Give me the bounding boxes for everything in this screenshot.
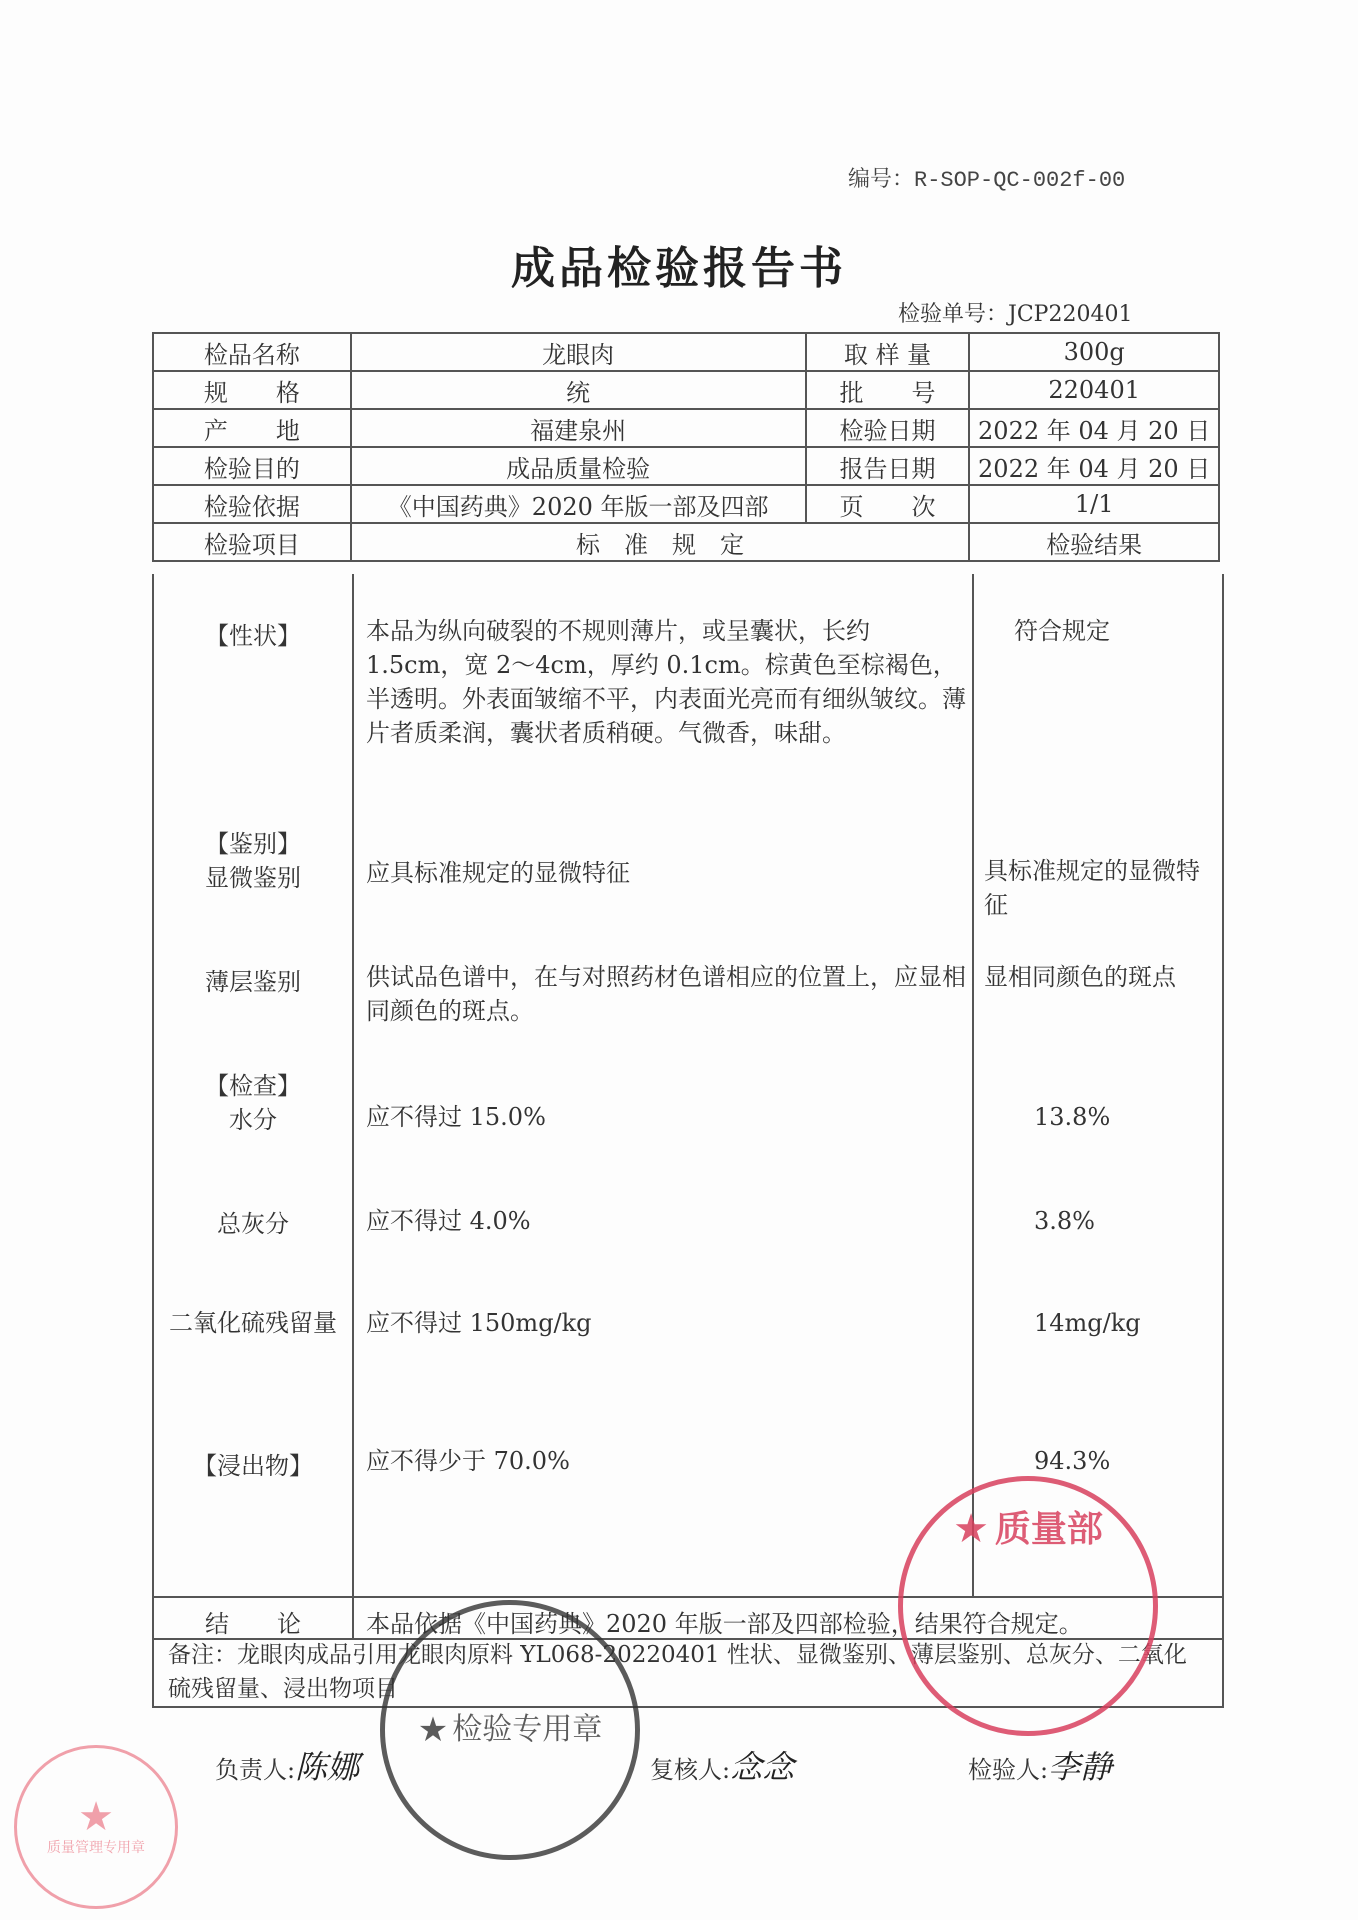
label: 检验目的 [153,447,351,485]
item-result: 3.8% [1034,1207,1095,1235]
label: 取 样 量 [806,333,970,371]
item-label: 总灰分 [217,1210,289,1238]
label: 页 次 [806,485,970,523]
purpose: 成品质量检验 [351,447,806,485]
item-standard: 本品为纵向破裂的不规则薄片，或呈囊状，长约1.5cm，宽 2～4cm，厚约 0.1cm。棕黄色至棕褐色，半透明。外表面皱缩不平，内表面光亮而有细纵皱纹。薄片者质柔润，囊状者质稍硬。气微香，味甜。 [366,617,966,747]
stamp-text: 质量部 [994,1508,1103,1550]
divider [352,574,354,1596]
item-label: 【检查】 [205,1072,301,1100]
notes-text: 备注：龙眼肉成品引用龙眼肉原料 YL068-20220401 性状、显微鉴别、薄层鉴别、总灰分、二氧化硫残留量、浸出物项目 [168,1642,1187,1702]
report-number: 检验单号：JCP220401 [898,302,1133,327]
std-header: 标 准 规 定 [351,523,970,561]
product-name: 龙眼肉 [351,333,806,371]
label: 复核人: [650,1756,731,1784]
item-standard: 供试品色谱中，在与对照药材色谱相应的位置上，应显相同颜色的斑点。 [366,963,966,1025]
notes-row [152,1636,1224,1708]
qa-management-stamp [14,1745,178,1909]
stamp-text: 检验专用章 [452,1712,603,1747]
item-result: 94.3% [1034,1447,1111,1475]
result-header: 检验结果 [969,523,1219,561]
item-standard: 应不得过 15.0% [366,1103,546,1131]
table-row [153,447,1219,485]
info-table [152,332,1220,562]
item-standard: 应不得过 150mg/kg [366,1309,592,1337]
item-result: 显相同颜色的斑点 [984,963,1176,991]
responsible-signature [215,1742,359,1788]
origin: 福建泉州 [351,409,806,447]
sample-qty: 300g [969,333,1219,371]
item-label: 【鉴别】 [205,830,301,858]
star-icon: ★ [78,1794,114,1840]
label: 负责人: [215,1756,296,1784]
label: 检验依据 [153,485,351,523]
item-header: 检验项目 [153,523,351,561]
item-label: 水分 [229,1106,277,1134]
inspector-signature [968,1742,1112,1788]
label: 批 号 [806,371,970,409]
item-result: 符合规定 [1014,617,1110,645]
item-label: 【性状】 [205,622,301,650]
label: 检验日期 [806,409,970,447]
spec: 统 [351,371,806,409]
item-label: 二氧化硫残留量 [169,1309,337,1337]
divider [972,574,974,1596]
report-date: 2022 年 04 月 20 日 [969,447,1219,485]
divider [352,1598,354,1638]
stamp-text: 质量管理专用章 [47,1840,145,1856]
item-result: 13.8% [1034,1103,1111,1131]
table-header-row [153,523,1219,561]
item-label: 薄层鉴别 [205,968,301,996]
item-label: 显微鉴别 [205,864,301,892]
document-code: 编号：R-SOP-QC-002f-00 [848,168,1126,193]
star-icon: ★ [417,1710,449,1750]
label: 检品名称 [153,333,351,371]
conclusion-label: 结 论 [205,1610,301,1638]
table-row [153,485,1219,523]
table-row [153,371,1219,409]
batch-no: 220401 [969,371,1219,409]
star-icon: ★ [953,1506,989,1552]
test-items-body [152,574,1224,1598]
signature: 李静 [1048,1748,1113,1786]
label: 检验人: [968,1756,1049,1784]
page-title: 成品检验报告书 [511,243,847,294]
label: 报告日期 [806,447,970,485]
conclusion-row [152,1596,1224,1640]
conclusion-text: 本品依据《中国药典》2020 年版一部及四部检验，结果符合规定。 [366,1610,1083,1638]
reviewer-signature [650,1742,794,1788]
page-count: 1/1 [969,485,1219,523]
item-label: 【浸出物】 [193,1452,313,1480]
item-standard: 应不得少于 70.0% [366,1447,570,1475]
label: 产 地 [153,409,351,447]
label: 规 格 [153,371,351,409]
item-result: 14mg/kg [1034,1309,1141,1337]
table-row [153,333,1219,371]
table-row [153,409,1219,447]
signature: 念念 [730,1748,795,1786]
basis: 《中国药典》2020 年版一部及四部 [351,485,806,523]
item-result: 具标准规定的显微特征 [984,857,1200,919]
item-standard: 应具标准规定的显微特征 [366,859,630,887]
item-standard: 应不得过 4.0% [366,1207,531,1235]
test-date: 2022 年 04 月 20 日 [969,409,1219,447]
signature: 陈娜 [295,1748,360,1786]
